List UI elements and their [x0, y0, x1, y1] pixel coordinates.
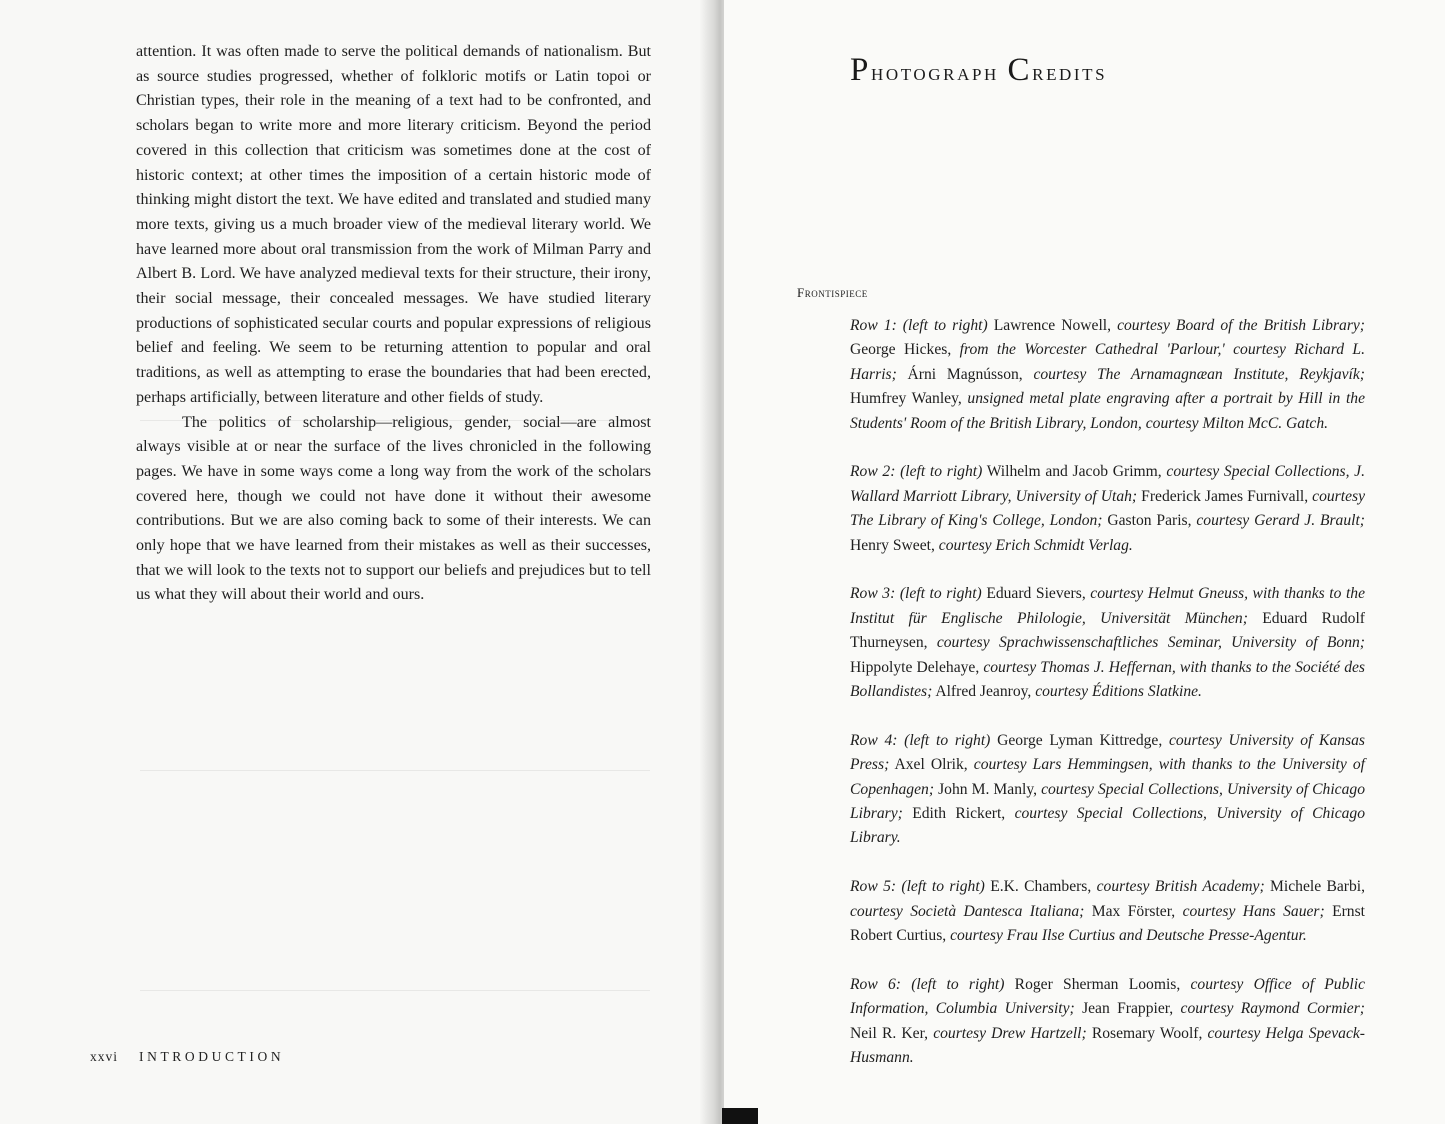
credit-source: courtesy British Academy;: [1096, 878, 1265, 896]
credit-name: Wilhelm and Jacob Grimm,: [982, 463, 1167, 481]
credit-name: Michele Barbi,: [1264, 878, 1366, 896]
paragraph-2: The politics of scholarship—religious, gender, social—are almost always visible at or near the surface of the lives chronicled in the following pages. We have in some ways come a long way from the work of the scholars covered here, though we could not have done it without their awesome contributions. But we are also coming back to some of their interests. We can only hope that we have learned from their mistakes as well as their successes, that we will look to the texts not to support our beliefs and prejudices but to tell us what they will about their world and ours.: [136, 413, 651, 604]
row-label: Row 4: (left to right): [850, 731, 991, 749]
credit-source: from the Worcester Cathedral 'Parlour,' courtesy Richard L. Harris;: [850, 341, 1365, 383]
credit-source: courtesy Gerard J. Brault;: [1196, 512, 1365, 530]
running-head: INTRODUCTION: [139, 1049, 285, 1064]
credit-name: Humfrey Wanley,: [850, 390, 968, 408]
credit-name: Neil R. Ker,: [850, 1024, 934, 1042]
credit-source: courtesy Hans Sauer;: [1182, 902, 1325, 920]
introduction-text: [136, 40, 651, 608]
credit-row: [850, 460, 1365, 558]
credit-name: Eduard Rudolf Thurneysen,: [850, 609, 1365, 652]
credit-source: courtesy Helga Spevack-Husmann.: [850, 1024, 1365, 1067]
credit-row: [850, 729, 1365, 851]
page-footer: [90, 1049, 284, 1065]
credit-row: [850, 973, 1365, 1071]
row-label: Row 6: (left to right): [850, 975, 1005, 993]
credit-name: George Hickes,: [850, 341, 960, 359]
credit-source: courtesy The Library of King's College, London;: [850, 487, 1365, 530]
credit-row: [850, 314, 1365, 436]
credit-name: Hippolyte Delehaye,: [850, 658, 984, 676]
credit-source: courtesy Helmut Gneuss, with thanks to the Institut für Englische Philologie, Universität München;: [850, 585, 1365, 627]
credit-row: [850, 582, 1365, 704]
credit-source: courtesy Éditions Slatkine.: [1035, 683, 1202, 701]
credit-name: Alfred Jeanroy,: [932, 683, 1036, 701]
credit-source: courtesy Board of the British Library;: [1117, 317, 1365, 334]
credit-source: courtesy Drew Hartzell;: [933, 1024, 1087, 1042]
section-heading: Frontispiece: [797, 285, 868, 300]
page-title: Photograph Credits: [850, 52, 1108, 88]
credit-source: courtesy Special Collections, University of Chicago Library.: [850, 805, 1366, 847]
credit-source: courtesy Erich Schmidt Verlag.: [938, 536, 1133, 554]
credit-name: George Lyman Kittredge,: [990, 731, 1169, 749]
credit-name: Eduard Sievers,: [981, 585, 1091, 603]
credit-source: courtesy University of Kansas Press;: [850, 731, 1365, 774]
credit-source: courtesy Sprachwissenschaftliches Seminar, University of Bonn;: [936, 634, 1365, 652]
gutter-shadow: [722, 1108, 758, 1124]
credit-source: courtesy Special Collections, University of Chicago Library;: [850, 780, 1365, 823]
credit-name: E.K. Chambers,: [984, 878, 1097, 896]
credit-name: Edith Rickert,: [902, 805, 1015, 823]
credit-source: courtesy Lars Hemmingsen, with thanks to the University of Copenhagen;: [850, 756, 1365, 798]
page-number: xxvi: [90, 1049, 119, 1064]
credit-source: courtesy Raymond Cormier;: [1180, 1000, 1365, 1018]
credit-source: courtesy Office of Public Information, Columbia University;: [850, 975, 1365, 1018]
credit-name: Max Förster,: [1084, 902, 1183, 920]
credits-list: [850, 314, 1365, 1095]
credit-row: [850, 875, 1365, 948]
credit-source: courtesy Frau Ilse Curtius and Deutsche Presse-Agentur.: [950, 927, 1307, 945]
row-label: Row 3: (left to right): [850, 585, 982, 603]
credit-name: Roger Sherman Loomis,: [1004, 975, 1191, 993]
credit-name: Lawrence Nowell,: [987, 317, 1118, 334]
row-label: Row 2: (left to right): [850, 463, 983, 481]
credit-name: Rosemary Woolf,: [1086, 1024, 1208, 1042]
credit-source: courtesy The Arnamagnæan Institute, Reykjavík;: [1033, 365, 1365, 383]
credit-name: Jean Frappier,: [1074, 1000, 1181, 1018]
paragraph-1: attention. It was often made to serve the political demands of nationalism. But as source studies progressed, whether of folkloric motifs or Latin topoi or Christian types, their role in the meaning of a text had to be confronted, and scholars began to write more and more literary criticism. Beyond the period covered in this collection that criticism was sometimes done at the cost of historic context; at other times the imposition of a certain historic mode of thinking might distort the text. We have edited and translated and studied many more texts, giving us a much broader view of the medieval literary world. We have learned more about oral transmission from the work of Milman Parry and Albert B. Lord. We have analyzed medieval texts for their structure, their irony, their social message, their concealed messages. We have studied literary productions of sophisticated secular courts and popular expressions of religious belief and feeling. We seem to be returning attention to popular and oral traditions, as well as attempting to erase the boundaries that had been erected, perhaps artificially, between literature and other fields of study.: [136, 43, 651, 406]
credit-name: Ernst Robert Curtius,: [850, 902, 1366, 945]
credit-source: unsigned metal plate engraving after a portrait by Hill in the Students' Room of the British Library, London, courtesy Milton McC. Gatch.: [850, 390, 1365, 432]
credit-source: courtesy Special Collections, J. Wallard Marriott Library, University of Utah;: [850, 463, 1365, 505]
credit-name: Árni Magnússon,: [896, 365, 1034, 383]
credit-name: Gaston Paris,: [1102, 512, 1197, 530]
credit-name: John M. Manly,: [934, 780, 1042, 798]
credit-source: courtesy Thomas J. Heffernan, with thanks to the Société des Bollandistes;: [850, 658, 1365, 701]
row-label: Row 1: (left to right): [850, 317, 988, 334]
left-page: [0, 0, 712, 1124]
credit-name: Henry Sweet,: [850, 536, 939, 554]
row-label: Row 5: (left to right): [850, 878, 985, 896]
credit-source: courtesy Società Dantesca Italiana;: [850, 902, 1085, 920]
credit-name: Frederick James Furnivall,: [1137, 487, 1313, 505]
credit-name: Axel Olrik,: [889, 756, 974, 774]
